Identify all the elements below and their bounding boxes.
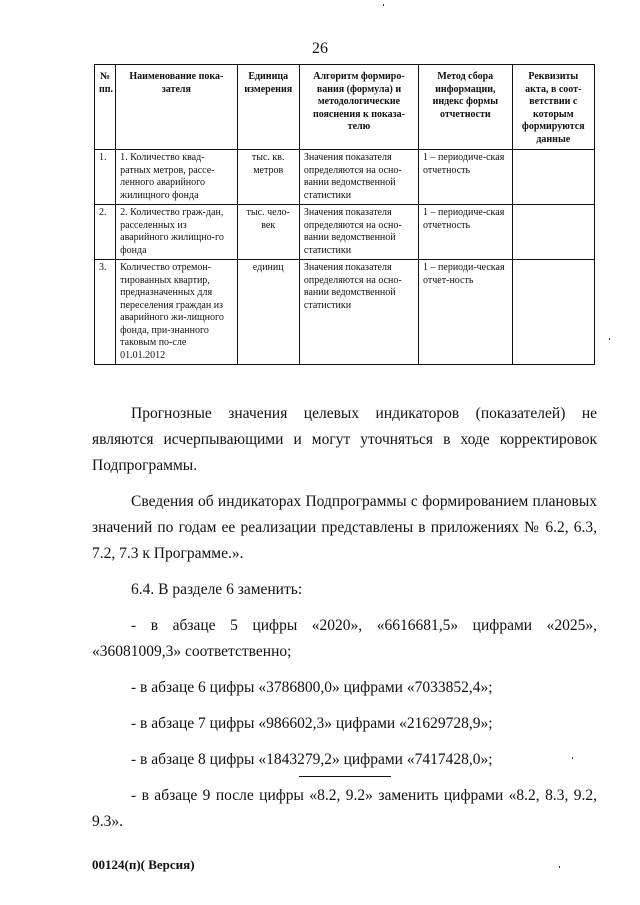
- cell-number: 1.: [95, 150, 116, 205]
- cell-unit: единиц: [237, 260, 299, 365]
- footer-document-code: 00124(п)( Версия): [92, 857, 195, 872]
- body-text: [92, 401, 597, 835]
- cell-requisites: [512, 150, 594, 205]
- paragraph-indicator-info: Сведения об индикаторах Подпрограммы с формированием плановых значений по годам ее реализации представлены в приложениях № 6.2, 6.3, 7.2, 7.3 к Программе.».: [92, 493, 597, 562]
- paragraph-amendment-9: - в абзаце 9 после цифры «8.2, 9.2» заменить цифрами «8.2, 8.3, 9.2, 9.3».: [92, 787, 597, 830]
- paragraph-section-6-heading: 6.4. В разделе 6 заменить:: [131, 581, 303, 598]
- paragraph-amendment-8: - в абзаце 8 цифры «1843279,2» цифрами «7417428,0»;: [131, 751, 493, 768]
- header-algorithm: Алгоритм формиро-вания (формула) и методологические пояснения к показа-телю: [299, 65, 418, 150]
- cell-indicator-name: Количество отремон-тированных квартир, предназначенных для переселения граждан из аварийного жи-лищного фонда, при-знанного таковым по-сле 01.01.2012: [116, 260, 237, 365]
- cell-number: 3.: [95, 260, 116, 365]
- paragraph-forecast-note: Прогнозные значения целевых индикаторов (показателей) не являются исчерпывающими и могут уточняться в ходе корректировок Подпрограммы.: [92, 405, 597, 474]
- cell-indicator-name: 2. Количество граж-дан, расселенных из аварийного жилищно-го фонда: [116, 205, 237, 260]
- cell-collection-method: 1 – периодиче-ская отчетность: [419, 150, 513, 205]
- table-header-row: [95, 65, 595, 150]
- indicators-table: [94, 64, 595, 365]
- cell-collection-method: 1 – периодиче-ская отчетность: [419, 205, 513, 260]
- cell-algorithm: Значения показателя определяются на осно-вании ведомственной статистики: [299, 150, 418, 205]
- scan-speck: [383, 4, 384, 6]
- cell-unit: тыс. чело-век: [237, 205, 299, 260]
- scan-speck: [609, 338, 610, 340]
- scan-speck: [559, 866, 560, 868]
- paragraph-amendment-6: - в абзаце 6 цифры «3786800,0» цифрами «7033852,4»;: [131, 679, 493, 696]
- cell-number: 2.: [95, 205, 116, 260]
- cell-requisites: [512, 260, 594, 365]
- cell-algorithm: Значения показателя определяются на осно-вании ведомственной статистики: [299, 260, 418, 365]
- table-row: [95, 260, 595, 365]
- header-indicator-name: Наименование пока-зателя: [116, 65, 237, 150]
- paragraph-amendment-5: - в абзаце 5 цифры «2020», «6616681,5» цифрами «2025», «36081009,3» соответственно;: [92, 617, 597, 660]
- separator-line: [299, 776, 391, 777]
- header-collection-method: Метод сбора информации, индекс формы отчетности: [419, 65, 513, 150]
- header-unit: Единица измерения: [237, 65, 299, 150]
- header-number: № пп.: [95, 65, 116, 150]
- cell-algorithm: Значения показателя определяются на осно-вании ведомственной статистики: [299, 205, 418, 260]
- table-row: [95, 150, 595, 205]
- table-row: [95, 205, 595, 260]
- header-requisites: Реквизиты акта, в соот-ветствии с которым формируются данные: [512, 65, 594, 150]
- cell-requisites: [512, 205, 594, 260]
- page-number: 26: [312, 40, 328, 57]
- paragraph-amendment-7: - в абзаце 7 цифры «986602,3» цифрами «21629728,9»;: [131, 715, 493, 732]
- cell-indicator-name: 1. Количество квад-ратных метров, рассе-ленного аварийного жилищного фонда: [116, 150, 237, 205]
- scan-speck: [572, 757, 573, 759]
- cell-unit: тыс. кв. метров: [237, 150, 299, 205]
- cell-collection-method: 1 – периоди-ческая отчет-ность: [419, 260, 513, 365]
